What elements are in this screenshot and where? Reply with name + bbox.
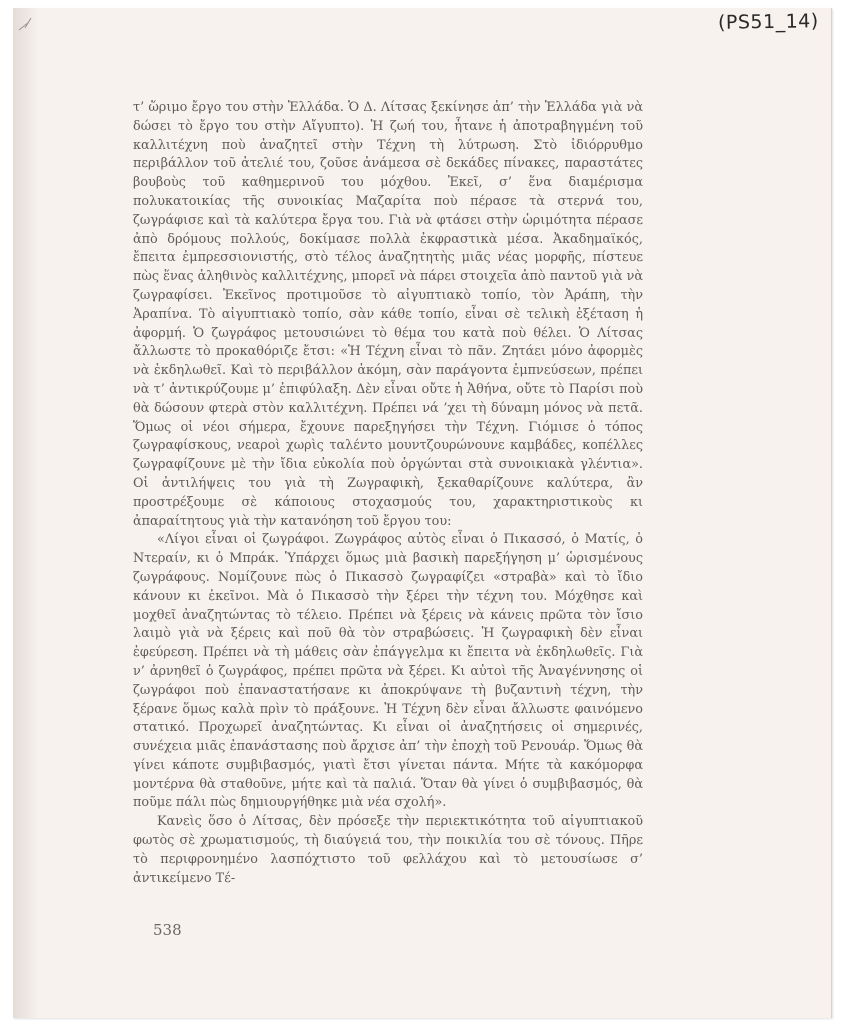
archive-reference-label: (PS51_14): [718, 10, 820, 34]
paragraph-3: Κανεὶς ὅσο ὁ Λίτσας, δὲν πρόσεξε τὴν περιεκτικότητα τοῦ αἰγυπτιακοῦ φωτὸς σὲ χρωματισμούς, τὴ διαύγειά του, τὴν ποικιλία του σὲ τόνους. Πῆρε τὸ περιφρονημένο λασπόχτιστο τοῦ φελλάχου καὶ τὸ μετουσίωσε σ’ ἀντικείμενο Τέ-: [133, 814, 643, 886]
article-body: [133, 99, 643, 888]
page-number: 538: [153, 921, 182, 939]
corner-crease-mark: [13, 8, 63, 48]
paragraph-quote: «Λίγοι εἶναι οἱ ζωγράφοι. Ζωγράφος αὐτὸς εἶναι ὁ Πικασσό, ὁ Ματίς, ὁ Ντεραίν, κι ὁ Μπράκ. Ὑπάρχει ὅμως μιὰ βασικὴ παρεξήγηση μ’ ὡρισμένους ζωγράφους. Νομίζουνε πὼς ὁ Πικασσὸ ζωγραφίζει «στραβὰ» καὶ τὸ ἴδιο κάνουν κι ἐκεῖνοι. Μὰ ὁ Πικασσὸ τὴν ξέρει τὴν τέχνη του. Μόχθησε καὶ μοχθεῖ ἀναζητώντας τὸ τέλειο. Πρέπει νὰ ξέρεις νὰ κάνεις πρῶτα τὸν ἴσιο λαιμὸ γιὰ νὰ ξέρεις καὶ ποῦ θὰ τὸν στραβώσεις. Ἡ ζωγραφικὴ δὲν εἶναι ἐφεύρεση. Πρέπει νὰ τὴ μάθεις σὰν ἐπάγγελμα κι ἔπειτα νὰ ἐκδηλωθεῖς. Γιὰ ν’ ἀρνηθεῖ ὁ ζωγράφος, πρέπει πρῶτα νὰ ξέρει. Κι αὐτοὶ τῆς Ἀναγέννησης οἱ ζωγράφοι ποὺ ἐπαναστατήσανε κι ἀποκρύψανε τὴ βυζαντινὴ τέχνη, τὴν ξέρανε ὅμως καλὰ πρὶν τὸ πράξουνε. Ἡ Τέχνη δὲν εἶναι ἄλλωστε φαινόμενο στατικό. Προχωρεῖ ἀναζητώντας. Κι εἶναι οἱ ἀναζητήσεις οἱ σημερινές, συνέχεια μιᾶς ἐπανάστασης ποὺ ἄρχισε ἀπ’ τὴν ἐποχὴ τοῦ Ρενουάρ. Ὅμως θὰ γίνει κάποτε συμβιβασμός, γιατὶ ἔτσι γίνεται πάντα. Μήτε τὰ κακόμορφα μοντέρνα θὰ σταθοῦνε, μήτε καὶ τὰ παλιά. Ὅταν θὰ γίνει ὁ συμβιβασμός, θὰ ποῦμε πάλι πὼς δημιουργήθηκε μιὰ νέα σχολή».: [133, 532, 643, 811]
page-edge-shadow: [13, 8, 39, 1018]
document-page: [13, 8, 832, 1018]
paragraph-1: τ’ ὥριμο ἔργο του στὴν Ἑλλάδα. Ὁ Δ. Λίτσας ξεκίνησε ἀπ’ τὴν Ἑλλάδα γιὰ νὰ δώσει τὸ ἔργο του στὴν Αἴγυπτο). Ἡ ζωή του, ἦτανε ἡ ἀποτραβηγμένη τοῦ καλλιτέχνη ποὺ ἀναζητεῖ στὴν Τέχνη τὴ λύτρωση. Στὸ ἰδιόρρυθμο περιβάλλον τοῦ ἀτελιέ του, ζοῦσε ἀνάμεσα σὲ δεκάδες πίνακες, παραστάτες βουβοὺς τοῦ καθημερινοῦ του μόχθου. Ἐκεῖ, σ’ ἕνα διαμέρισμα πολυκατοικίας τῆς συνοικίας Μαζαρίτα ποὺ πέρασε τὰ στερνά του, ζωγράφισε καὶ τὰ καλύτερα ἔργα του. Γιὰ νὰ φτάσει στὴν ὡριμότητα πέρασε ἀπὸ δρόμους πολλούς, δοκίμασε πολλὰ ἐκφραστικὰ μέσα. Ἀκαδημαϊκός, ἔπειτα ἐμπρεσσιονιστής, στὸ τέλος ἀναζητητὴς μιᾶς νέας μορφῆς, πίστευε πὼς ἕνας ἀληθινὸς καλλιτέχνης, μπορεῖ νὰ πάρει στοιχεῖα ἀπὸ παντοῦ γιὰ νὰ ζωγραφίσει. Ἐκεῖνος προτιμοῦσε τὸ αἰγυπτιακὸ τοπίο, τὸν Ἀράπη, τὴν Ἀραπίνα. Τὸ αἰγυπτιακὸ τοπίο, σὰν κάθε τοπίο, εἶναι σὲ τελικὴ ἐξέταση ἡ ἀφορμή. Ὁ ζωγράφος μετουσιώνει τὸ θέμα του κατὰ ποὺ θέλει. Ὁ Λίτσας ἄλλωστε τὸ προκαθόριζε ἔτσι: «Ἡ Τέχνη εἶναι τὸ πᾶν. Ζητάει μόνο ἀφορμὲς νὰ ἐκδηλωθεῖ. Καὶ τὸ περιβάλλον ἀκόμη, σὰν παράγοντα ἐμπνεύσεων, πρέπει νὰ τ’ ἀντικρύζουμε μ’ ἐπιφύλαξη. Δὲν εἶναι οὔτε ἡ Ἀθήνα, οὔτε τὸ Παρίσι ποὺ θὰ δώσουν φτερὰ στὸν καλλιτέχνη. Πρέπει νά ’χει τὴ δύναμη μόνος νὰ πετᾶ. Ὅμως οἱ νέοι σήμερα, ἔχουνε παρεξηγήσει τὴν Τέχνη. Γιόμισε ὁ τόπος ζωγραφίσκους, νεαροὶ χωρὶς ταλέντο μουντζουρώνουνε καμβάδες, κοπέλλες ζωγραφίζουνε μὲ τὴν ἴδια εὐκολία ποὺ ὀργώνται στὰ συνοικιακὰ γλέντια». Οἱ ἀντιλήψεις του γιὰ τὴ Ζωγραφικὴ, ξεκαθαρίζουνε καλύτερα, ἂν προστρέξουμε σὲ κάποιους στοχασμούς του, χαρακτηριστικοὺς κι ἀπαραίτητους γιὰ τὴν κατανόηση τοῦ ἔργου του:: [133, 100, 643, 529]
